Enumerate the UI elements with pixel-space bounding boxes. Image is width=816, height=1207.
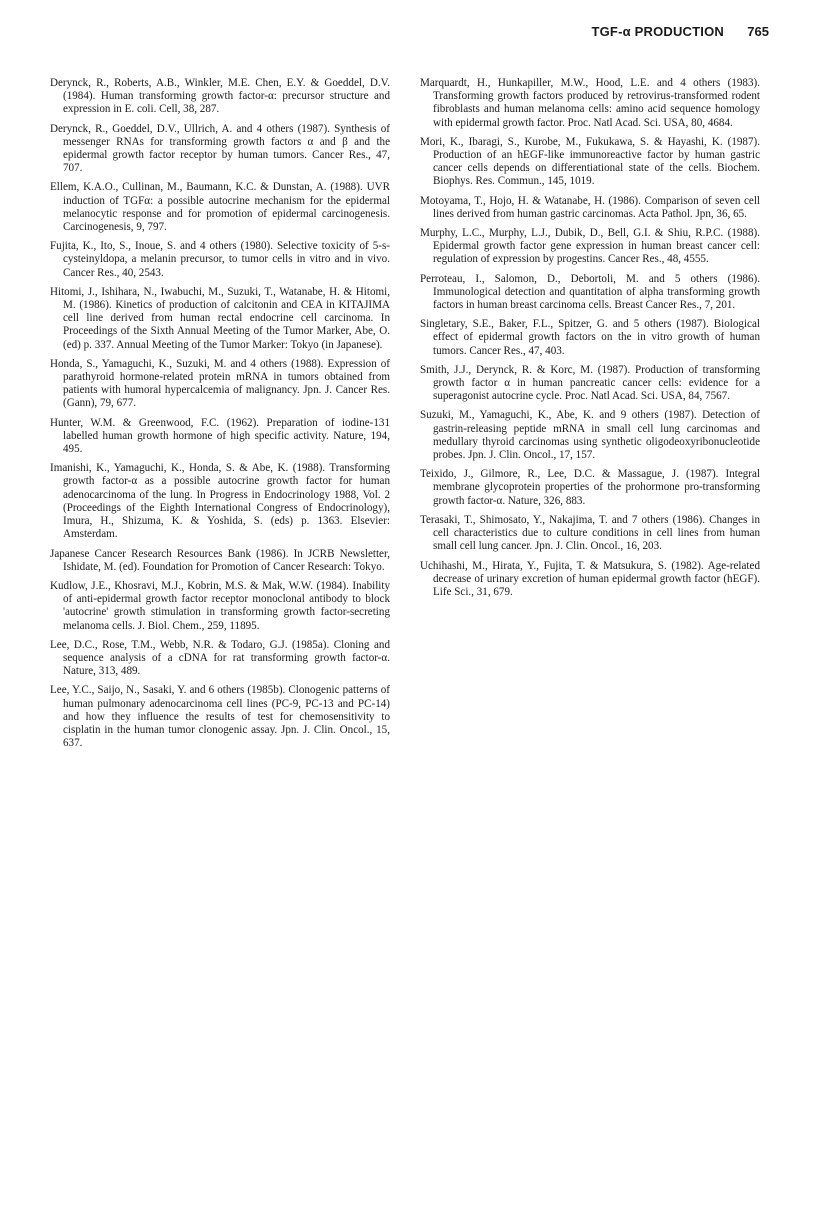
running-title: TGF-α PRODUCTION: [591, 24, 724, 39]
reference-entry: Terasaki, T., Shimosato, Y., Nakajima, T. and 7 others (1986). Changes in cell characteristics due to culture conditions in cell lines from human small cell lung cancer. Jpn. J. Clin. Oncol., 16, 203.: [420, 513, 760, 553]
reference-entry: Mori, K., Ibaragi, S., Kurobe, M., Fukukawa, S. & Hayashi, K. (1987). Production of an hEGF-like immunoreactive factor by human gastric cancer cells depends on differentiational state of the cells. Biochem. Biophys. Res. Commun., 145, 1019.: [420, 135, 760, 188]
reference-entry: Singletary, S.E., Baker, F.L., Spitzer, G. and 5 others (1987). Biological effect of epidermal growth factors on the in vitro growth of human tumors. Cancer Res., 47, 403.: [420, 318, 760, 357]
page-number: 765: [747, 24, 769, 39]
reference-entry: Murphy, L.C., Murphy, L.J., Dubik, D., Bell, G.I. & Shiu, R.P.C. (1988). Epidermal growth factor gene expression in human breast cancer cell: regulation of expression by progestins. Cancer Res., 48, 4555.: [420, 227, 760, 266]
reference-entry: Honda, S., Yamaguchi, K., Suzuki, M. and 4 others (1988). Expression of parathyroid hormone-related protein mRNA in tumors obtained from patients with humoral hypercalcemia of malignancy. Jpn. J. Cancer Res. (Gann), 79, 677.: [50, 357, 390, 410]
reference-entry: Japanese Cancer Research Resources Bank (1986). In JCRB Newsletter, Ishidate, M. (ed). Foundation for Promotion of Cancer Research: Tokyo.: [50, 547, 390, 573]
reference-entry: Imanishi, K., Yamaguchi, K., Honda, S. & Abe, K. (1988). Transforming growth factor-α as a possible autocrine growth factor for human adenocarcinoma of the lung. In Progress in Endocrinology 1988, Vol. 2 (Proceedings of the Eighth International Congress of Endocrinology), Imura, H., Shizuma, K. & Yoshida, S. (eds) p. 1363. Elsevier: Amsterdam.: [50, 462, 390, 541]
page-header: [0, 24, 816, 42]
reference-entry: Derynck, R., Roberts, A.B., Winkler, M.E. Chen, E.Y. & Goeddel, D.V. (1984). Human transforming growth factor-α: precursor structure and expression in E. coli. Cell, 38, 287.: [50, 77, 390, 116]
reference-entry: Suzuki, M., Yamaguchi, K., Abe, K. and 9 others (1987). Detection of gastrin-releasing peptide mRNA in small cell lung carcinomas and medullary thyroid carcinomas using synthetic oligodeoxyribonucleotide probes. Jpn. J. Clin. Oncol., 17, 157.: [420, 409, 760, 462]
references-column-left: [50, 77, 390, 756]
reference-entry: Hunter, W.M. & Greenwood, F.C. (1962). Preparation of iodine-131 labelled human growth hormone of high specific activity. Nature, 194, 495.: [50, 416, 390, 456]
reference-entry: Uchihashi, M., Hirata, Y., Fujita, T. & Matsukura, S. (1982). Age-related decrease of urinary excretion of human epidermal growth factor (hEGF). Life Sci., 31, 679.: [420, 559, 760, 598]
reference-entry: Lee, D.C., Rose, T.M., Webb, N.R. & Todaro, G.J. (1985a). Cloning and sequence analysis of a cDNA for rat transforming growth factor-α. Nature, 313, 489.: [50, 638, 390, 678]
reference-entry: Ellem, K.A.O., Cullinan, M., Baumann, K.C. & Dunstan, A. (1988). UVR induction of TGFα: a possible autocrine mechanism for the epidermal melanocytic response and for promotion of epidermal carcinogenesis. Carcinogenesis, 9, 797.: [50, 181, 390, 234]
reference-entry: Perroteau, I., Salomon, D., Debortoli, M. and 5 others (1986). Immunological detection and quantitation of alpha transforming growth factors in human breast carcinoma cells. Breast Cancer Res., 7, 201.: [420, 272, 760, 312]
references-column-right: [420, 77, 760, 605]
reference-entry: Lee, Y.C., Saijo, N., Sasaki, Y. and 6 others (1985b). Clonogenic patterns of human pulmonary adenocarcinoma cell lines (PC-9, PC-13 and PC-14) and how they influence the results of test for chemosensitivity to cisplatin in the human tumor clonogenic assay. Jpn. J. Clin. Oncol., 15, 637.: [50, 684, 390, 750]
reference-entry: Derynck, R., Goeddel, D.V., Ullrich, A. and 4 others (1987). Synthesis of messenger RNAs for transforming growth factors α and β and the epidermal growth factor receptor by human tumors. Cancer Res., 47, 707.: [50, 122, 390, 175]
reference-entry: Hitomi, J., Ishihara, N., Iwabuchi, M., Suzuki, T., Watanabe, H. & Hitomi, M. (1986). Kinetics of production of calcitonin and CEA in KITAJIMA cell line derived from human rectal endocrine cell carcinoma. In Proceedings of the Sixth Annual Meeting of the Tumor Marker, Abe, O. (ed) p. 337. Annual Meeting of the Tumor Marker: Tokyo (in Japanese).: [50, 285, 390, 351]
reference-entry: Teixido, J., Gilmore, R., Lee, D.C. & Massague, J. (1987). Integral membrane glycoprotein properties of the prohormone pro-transforming growth factor-α. Nature, 326, 883.: [420, 468, 760, 507]
reference-entry: Marquardt, H., Hunkapiller, M.W., Hood, L.E. and 4 others (1983). Transforming growth factors produced by retrovirus-transformed rodent fibroblasts and human melanoma cells: amino acid sequence homology with epidermal growth factor. Proc. Natl Acad. Sci. USA, 80, 4684.: [420, 77, 760, 129]
reference-entry: Kudlow, J.E., Khosravi, M.J., Kobrin, M.S. & Mak, W.W. (1984). Inability of anti-epidermal growth factor receptor monoclonal antibody to block 'autocrine' growth stimulation in transforming growth factor-secreting melanoma cells. J. Biol. Chem., 259, 11895.: [50, 579, 390, 632]
reference-entry: Smith, J.J., Derynck, R. & Korc, M. (1987). Production of transforming growth factor α in human pancreatic cancer cells: evidence for a superagonist autocrine cycle. Proc. Natl Acad. Sci. USA, 84, 7567.: [420, 363, 760, 403]
reference-entry: Motoyama, T., Hojo, H. & Watanabe, H. (1986). Comparison of seven cell lines derived from human gastric carcinomas. Acta Pathol. Jpn, 36, 65.: [420, 194, 760, 220]
reference-entry: Fujita, K., Ito, S., Inoue, S. and 4 others (1980). Selective toxicity of 5-s-cysteinyldopa, a melanin precursor, to tumor cells in vitro and in vivo. Cancer Res., 40, 2543.: [50, 240, 390, 279]
